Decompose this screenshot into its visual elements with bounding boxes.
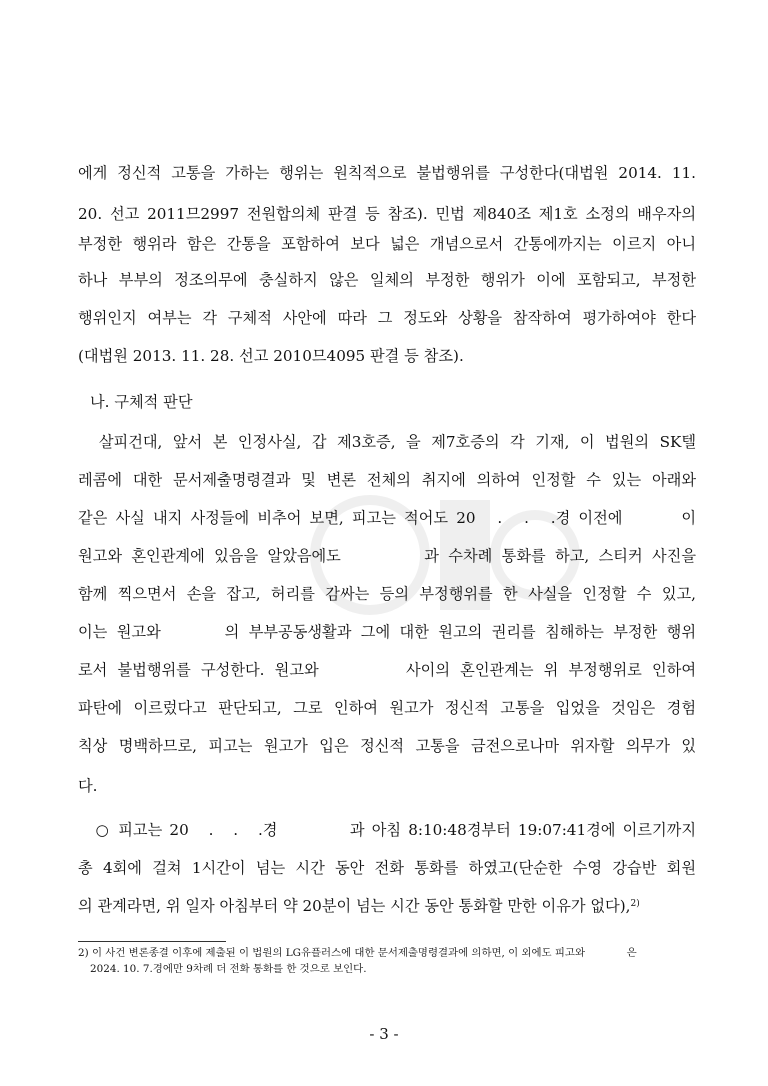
body-line: 다. bbox=[78, 777, 98, 795]
body-line: 로서 불법행위를 구성한다. 원고와 사이의 혼인관계는 위 부정행위로 인하여 bbox=[78, 661, 696, 679]
body-line: 레콤에 대한 문서제출명령결과 및 변론 전체의 취지에 의하여 인정할 수 있는 아래와 bbox=[78, 471, 696, 489]
body-line: 총 4회에 걸쳐 1시간이 넘는 시간 동안 전화 통화를 하였고(단순한 수영 강습반 회원 bbox=[78, 859, 696, 877]
body-line-text: 의 관계라면, 위 일자 아침부터 약 20분이 넘는 시간 동안 통화할 만한 이유가 없다), bbox=[78, 897, 631, 915]
section-heading: 나. 구체적 판단 bbox=[90, 393, 193, 411]
footnote-line: 2) 이 사건 변론종결 이후에 제출된 이 법원의 LG유플러스에 대한 문서제출명령결과에 의하면, 이 외에도 피고와 은 bbox=[78, 947, 637, 959]
body-line: 원고와 혼인관계에 있음을 알았음에도 과 수차례 통화를 하고, 스티커 사진을 bbox=[78, 547, 696, 565]
body-line: 칙상 명백하므로, 피고는 원고가 입은 정신적 고통을 금전으로나마 위자할 의무가 있 bbox=[78, 737, 696, 755]
body-line: 하나 부부의 정조의무에 충실하지 않은 일체의 부정한 행위가 이에 포함되고, 부정한 bbox=[78, 271, 696, 289]
body-line: 부정한 행위라 함은 간통을 포함하여 보다 넓은 개념으로서 간통에까지는 이르지 아니 bbox=[78, 235, 696, 253]
page-number: - 3 - bbox=[369, 1025, 399, 1043]
body-line: 같은 사실 내지 사정들에 비추어 보면, 피고는 적어도 20 . . .경 이전에 이 bbox=[78, 509, 696, 527]
body-line: 이는 원고와 의 부부공동생활과 그에 대한 원고의 권리를 침해하는 부정한 행위 bbox=[78, 623, 696, 641]
body-line: (대법원 2013. 11. 28. 선고 2010므4095 판결 등 참조). bbox=[78, 347, 464, 365]
body-line: 행위인지 여부는 각 구체적 사안에 따라 그 정도와 상황을 참작하여 평가하여야 한다 bbox=[78, 309, 696, 327]
body-line: ○ 피고는 20 . . .경 과 아침 8:10:48경부터 19:07:41경에 이르기까지 bbox=[78, 821, 696, 839]
body-line: 20. 선고 2011므2997 전원합의체 판결 등 참조). 민법 제840조 제1호 소정의 배우자의 bbox=[78, 205, 696, 223]
footnote-reference[interactable]: 2) bbox=[630, 899, 640, 909]
body-line: 살피건대, 앞서 본 인정사실, 갑 제3호증, 을 제7호증의 각 기재, 이 법원의 SK텔 bbox=[78, 433, 696, 451]
body-line: 에게 정신적 고통을 가하는 행위는 원칙적으로 불법행위를 구성한다(대법원 2014. 11. bbox=[78, 164, 696, 182]
footnote-divider bbox=[78, 941, 226, 942]
body-line: 파탄에 이르렀다고 판단되고, 그로 인하여 원고가 정신적 고통을 입었을 것임은 경험 bbox=[78, 699, 696, 717]
body-line: 함께 찍으면서 손을 잡고, 허리를 감싸는 등의 부정행위를 한 사실을 인정할 수 있고, bbox=[78, 585, 696, 603]
footnote-line: 2024. 10. 7.경에만 9차례 더 전화 통화를 한 것으로 보인다. bbox=[90, 963, 367, 975]
body-line-with-footnote bbox=[78, 896, 682, 916]
